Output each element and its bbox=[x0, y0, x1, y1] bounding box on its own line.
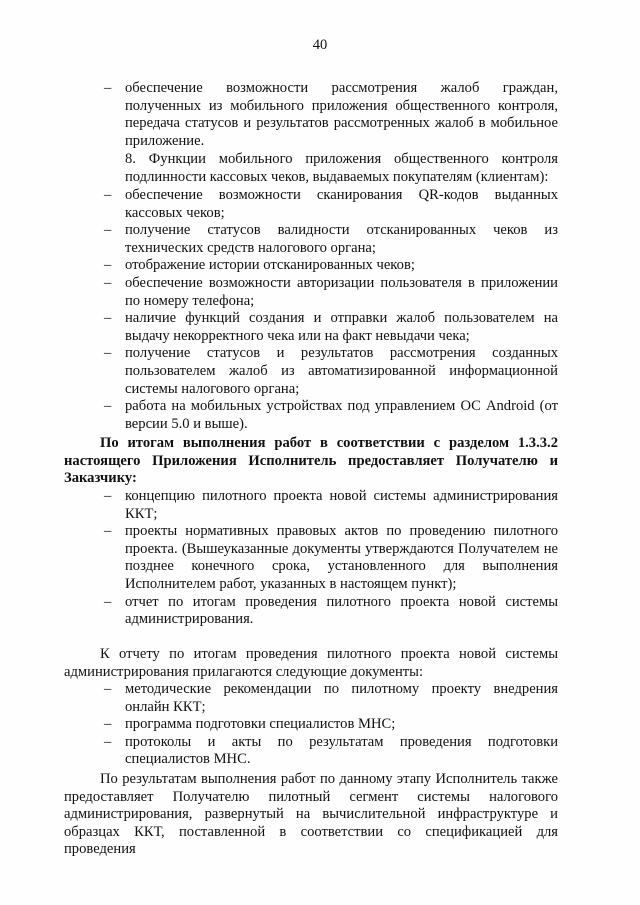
functions-list-top bbox=[104, 80, 558, 150]
report-paragraph: К отчету по итогам проведения пилотного проекта новой системы администрирования прилагаются следующие документы: bbox=[64, 646, 558, 680]
list-item: – обеспечение возможности сканирования QR-кодов выданных кассовых чеков; bbox=[104, 187, 558, 221]
list-item: – программа подготовки специалистов МНС; bbox=[104, 716, 396, 733]
list-item: – наличие функций создания и отправки жалоб пользователем на выдачу некорректного чека или на факт невыдачи чека; bbox=[104, 310, 558, 344]
list-item: – проекты нормативных правовых актов по проведению пилотного проекта. (Вышеуказанные документы утверждаются Получателем не позднее конечного срока, установленного для выполнения Исполнителем работ, указанных в настоящем пункт); bbox=[104, 523, 558, 592]
list-item: – работа на мобильных устройствах под управлением ОС Android (от версии 5.0 и выше). bbox=[104, 398, 558, 432]
list-item: – получение статусов и результатов рассмотрения созданных пользователем жалоб из автоматизированной информационной системы налогового органа; bbox=[104, 345, 558, 397]
list-item: – концепцию пилотного проекта новой системы администрирования ККТ; bbox=[104, 488, 558, 522]
deliverables-list bbox=[104, 488, 558, 629]
mobile-app-subheading: 8. Функции мобильного приложения общественного контроля подлинности кассовых чеков, выдаваемых покупателям (клиентам): bbox=[125, 151, 558, 185]
list-item: – обеспечение возможности авторизации пользователя в приложении по номеру телефона; bbox=[104, 274, 558, 309]
list-item: – отображение истории отсканированных чеков; bbox=[104, 257, 415, 274]
list-item: – обеспечение возможности рассмотрения жалоб граждан, полученных из мобильного приложения общественного контроля, передача статусов и результатов рассмотренных жалоб в мобильное приложение. bbox=[104, 80, 558, 149]
page-number: 40 bbox=[312, 37, 328, 53]
list-item: – получение статусов валидности отсканированных чеков из технических средств налогового органа; bbox=[104, 222, 558, 256]
report-attachments-list bbox=[104, 681, 558, 769]
list-item: – протоколы и акты по результатам проведения подготовки специалистов МНС. bbox=[104, 733, 558, 768]
list-item: – методические рекомендации по пилотному проекту внедрения онлайн ККТ; bbox=[104, 681, 558, 715]
final-paragraph: По результатам выполнения работ по данному этапу Исполнитель также предоставляет Получателю пилотный сегмент системы налогового администрирования, развернутый на вычислительной инфраструктуре и образцах ККТ, поставленной в соответствии со спецификацией для проведения bbox=[64, 771, 558, 858]
mobile-app-functions-list bbox=[104, 187, 558, 433]
list-item: – отчет по итогам проведения пилотного проекта новой системы администрирования. bbox=[104, 593, 558, 628]
deliverables-heading: По итогам выполнения работ в соответствии с разделом 1.3.3.2 настоящего Приложения Исполнитель предоставляет Получателю и Заказчику: bbox=[64, 435, 558, 487]
